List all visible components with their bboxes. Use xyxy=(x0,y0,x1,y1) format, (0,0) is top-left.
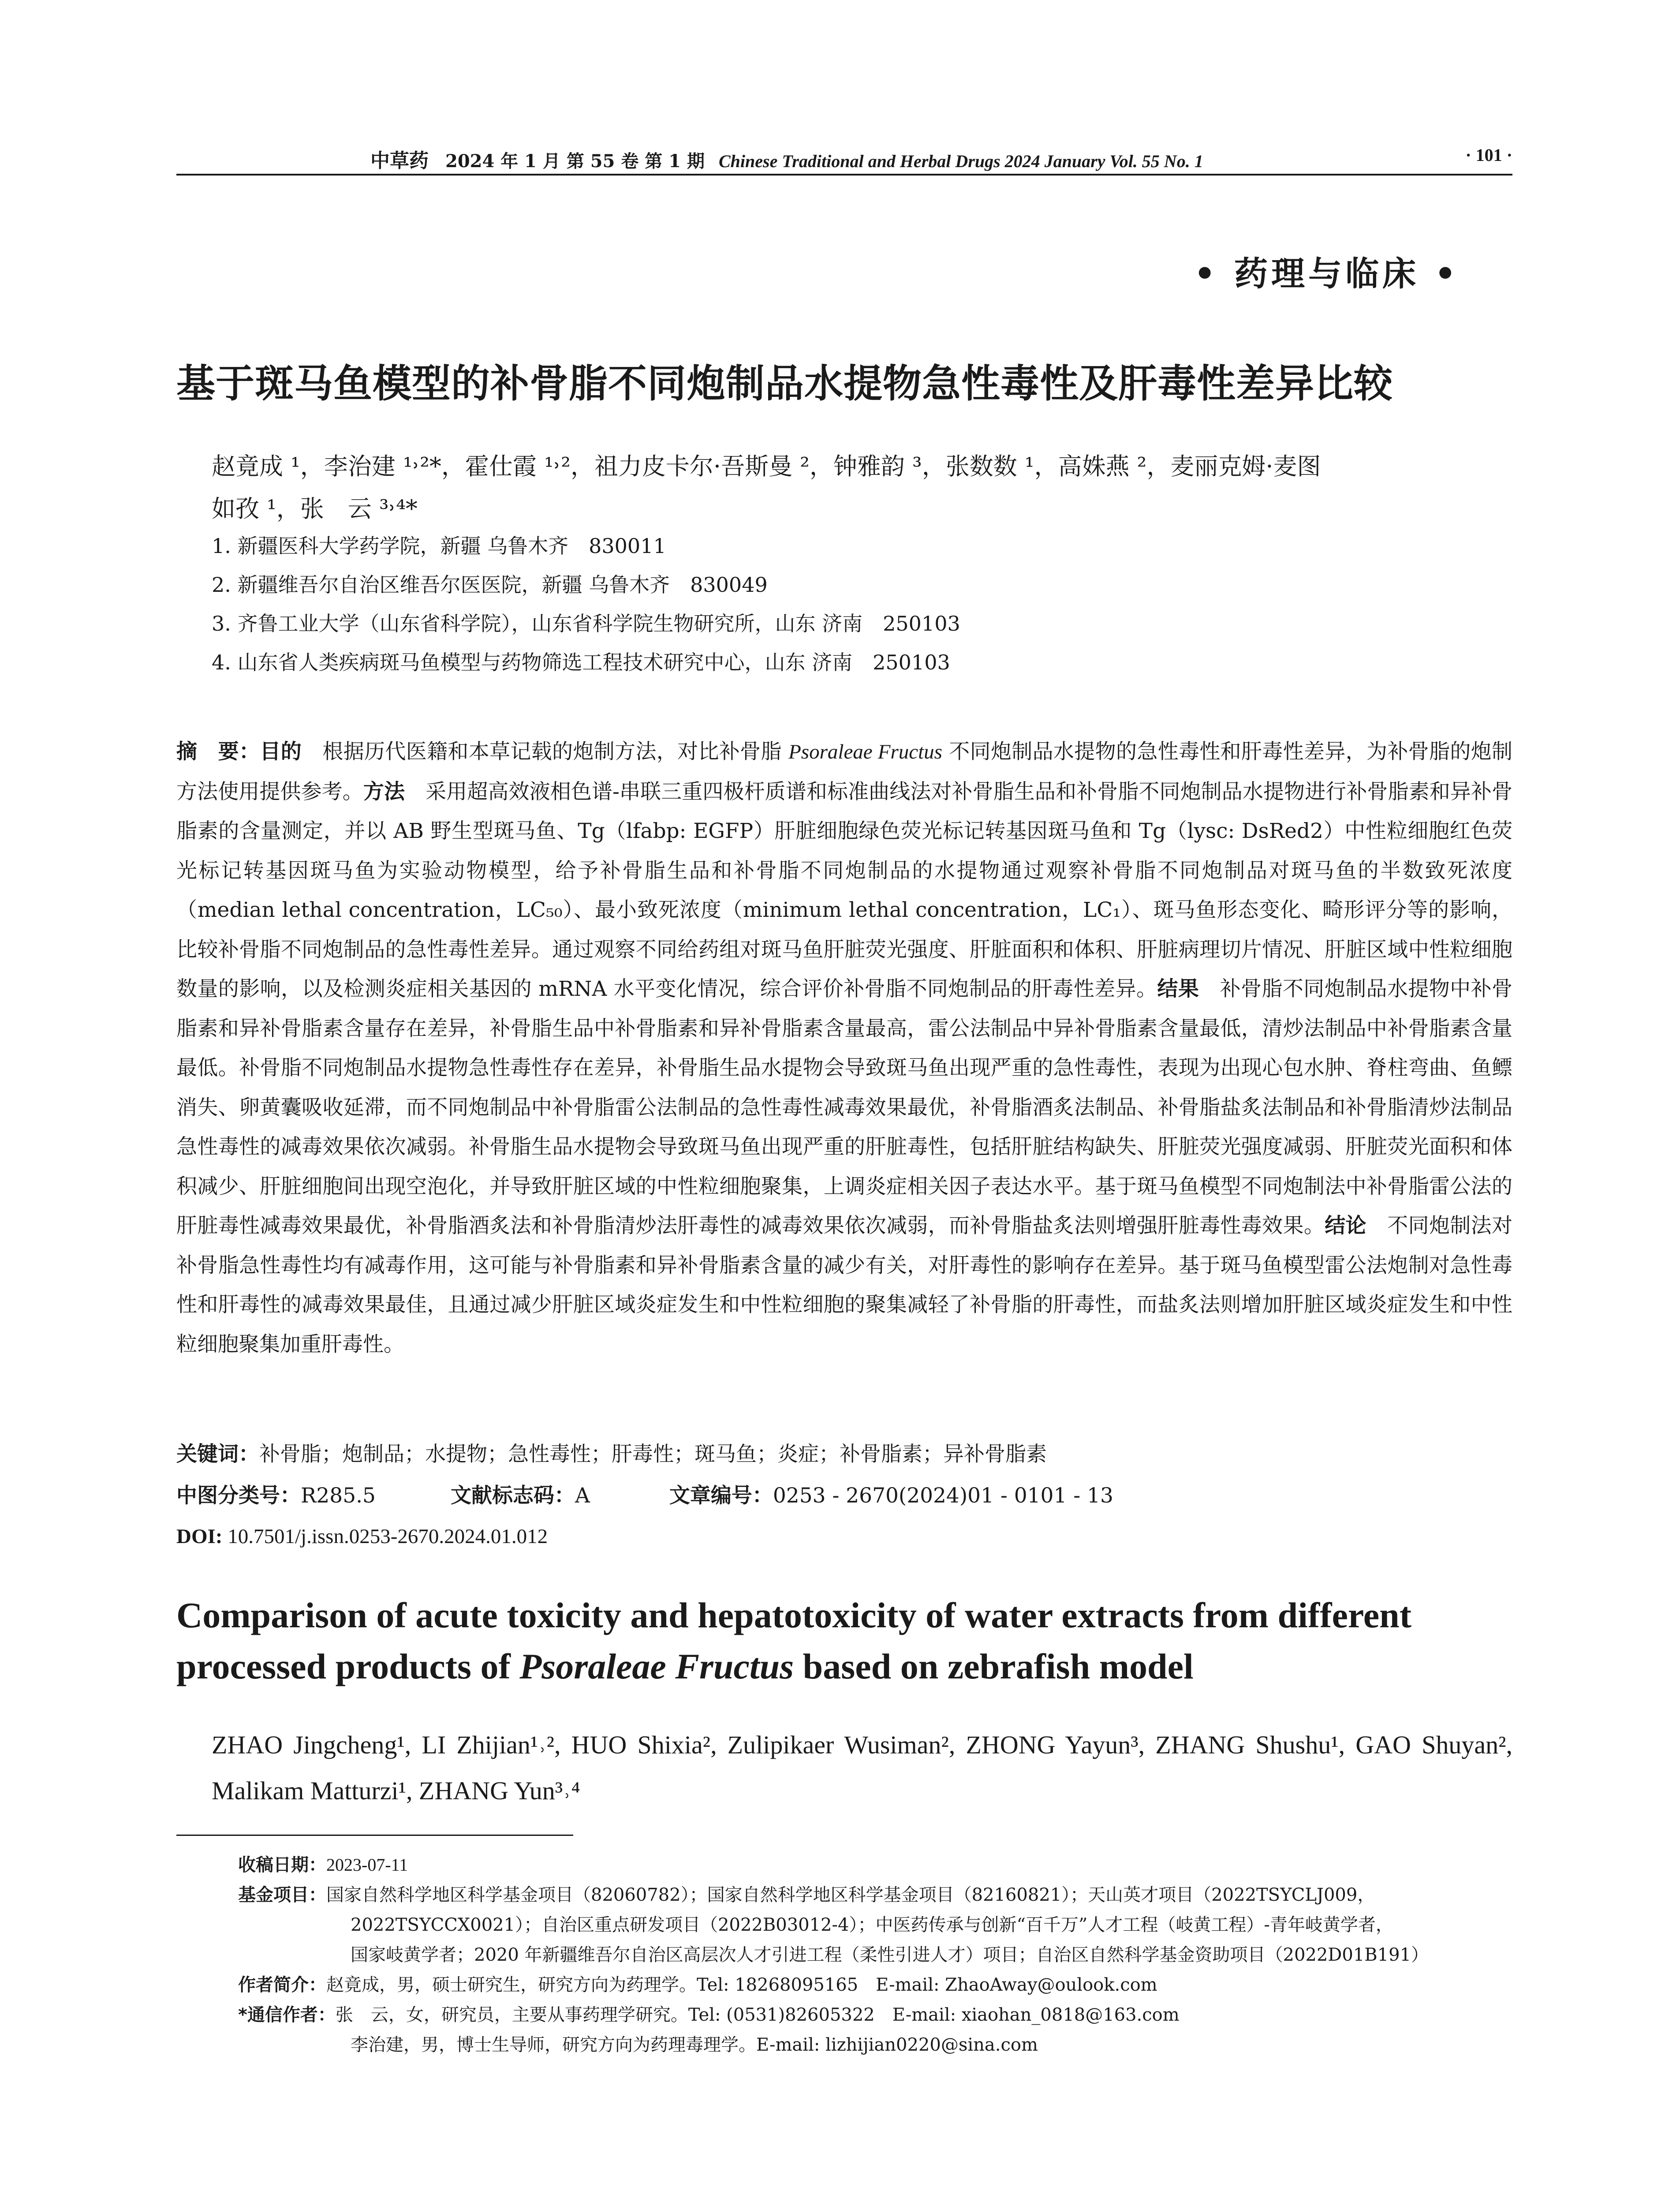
methods-label: 方法 xyxy=(363,779,405,804)
english-title-italic: Psoraleae Fructus xyxy=(519,1646,794,1686)
fund-line-2: 2022TSYCCX0021）；自治区重点研发项目（2022B03012-4）；中医药传承与创新“百千万”人才工程（岐黄工程）-青年岐黄学者， xyxy=(351,1915,1393,1935)
abstract-label: 摘 要： xyxy=(176,740,260,764)
abstract xyxy=(176,732,1512,1364)
corresponding-authors xyxy=(238,2000,1512,2060)
author-bio xyxy=(238,1970,1512,2000)
classification-line xyxy=(176,1483,1512,1509)
corr-label: *通信作者： xyxy=(238,2005,336,2025)
bio-text: 赵竟成，男，硕士研究生，研究方向为药理学。Tel: 18268095165 E-mail: ZhaoAway@oulook.com xyxy=(326,1975,1157,1995)
affiliation-4: 4. 山东省人类疾病斑马鱼模型与药物筛选工程技术研究中心，山东 济南 250103 xyxy=(212,650,950,674)
header-rule xyxy=(176,174,1512,176)
authors-line-2: 如孜 ¹，张 云 ³˒⁴* xyxy=(212,495,418,523)
fund-label: 基金项目： xyxy=(238,1885,326,1905)
fund-line-1: 国家自然科学地区科学基金项目（82060782）；国家自然科学地区科学基金项目（82160821）；天山英才项目（2022TSYCLJ009， xyxy=(326,1885,1375,1905)
article-no-label: 文章编号： xyxy=(669,1484,773,1508)
header-citation xyxy=(370,145,1203,173)
affiliation-1: 1. 新疆医科大学药学院，新疆 乌鲁木齐 830011 xyxy=(212,534,666,558)
footnote-rule xyxy=(176,1835,573,1836)
clc-value: R285.5 xyxy=(301,1484,376,1508)
doc-code-value: A xyxy=(575,1484,590,1508)
received-value: 2023-07-11 xyxy=(326,1855,408,1875)
methods-text: 采用超高效液相色谱-串联三重四极杆质谱和标准曲线法对补骨脂生品和补骨脂不同炮制品水提物进行补骨脂素和异补骨脂素的含量测定，并以 AB 野生型斑马鱼、Tg（lfabp: EGFP）肝脏细胞绿色荧光标记转基因斑马鱼和 Tg（lysc: DsRed2）中性粒细胞红色荧光标记转基因斑马鱼为实验动物模型，给予补骨脂生品和补骨脂不同炮制品的水提物通过观察补骨脂不同炮制品对斑马鱼的半数致死浓度（median lethal concentration，LC₅₀）、最小致死浓度（minimum lethal concentration，LC₁）、斑马鱼形态变化、畸形评分等的影响，比较补骨脂不同炮制品的急性毒性差异。通过观察不同给药组对斑马鱼肝脏荧光强度、肝脏面积和体积、肝脏病理切片情况、肝脏区域中性粒细胞数量的影响，以及检测炎症相关基因的 mRNA 水平变化情况，综合评价补骨脂不同炮制品的肝毒性差异。 xyxy=(176,779,1512,1001)
fund-line-3: 国家岐黄学者；2020 年新疆维吾尔自治区高层次人才引进工程（柔性引进人才）项目；自治区自然科学基金资助项目（2022D01B191） xyxy=(351,1945,1429,1965)
chinese-authors xyxy=(212,445,1512,530)
doi-line xyxy=(176,1523,1512,1550)
affiliation-3: 3. 齐鲁工业大学（山东省科学院），山东省科学院生物研究所，山东 济南 250103 xyxy=(212,612,960,635)
doc-code-label: 文献标志码： xyxy=(450,1484,575,1508)
english-title xyxy=(176,1590,1512,1692)
received-label: 收稿日期： xyxy=(238,1855,326,1875)
doi-value: 10.7501/j.issn.0253-2670.2024.01.012 xyxy=(228,1525,548,1548)
corr-line-1: 张 云，女，研究员，主要从事药理学研究。Tel: (0531)82605322 E-mail: xiaohan_0818@163.com xyxy=(335,2005,1180,2025)
corr-line-2: 李治建，男，博士生导师，研究方向为药理毒理学。E-mail: lizhijian0220@sina.com xyxy=(351,2035,1038,2055)
section-label: • 药理与临床 • xyxy=(1194,254,1460,293)
fund-info xyxy=(238,1880,1512,1970)
results-label: 结果 xyxy=(1157,977,1199,1001)
objective-label: 目的 xyxy=(260,740,302,764)
running-header xyxy=(176,140,1512,178)
received-date xyxy=(238,1850,1512,1880)
keywords xyxy=(176,1441,1512,1468)
conclusion-text: 不同炮制法对补骨脂急性毒性均有减毒作用，这可能与补骨脂素和异补骨脂素含量的减少有关，对肝毒性的影响存在差异。基于斑马鱼模型雷公法炮制对急性毒性和肝毒性的减毒效果最佳，且通过减少肝脏区域炎症发生和中性粒细胞的聚集减轻了补骨脂的肝毒性，而盐炙法则增加肝脏区域炎症发生和中性粒细胞聚集加重肝毒性。 xyxy=(176,1214,1513,1357)
page-number: · 101 · xyxy=(1465,145,1512,165)
english-title-part-2: based on zebrafish model xyxy=(794,1646,1194,1686)
keywords-text: 补骨脂；炮制品；水提物；急性毒性；肝毒性；斑马鱼；炎症；补骨脂素；异补骨脂素 xyxy=(259,1442,1047,1466)
conclusion-label: 结论 xyxy=(1325,1214,1366,1238)
latin-name: Psoraleae Fructus xyxy=(788,740,942,763)
chinese-title: 基于斑马鱼模型的补骨脂不同炮制品水提物急性毒性及肝毒性差异比较 xyxy=(176,361,1393,406)
affiliation-2: 2. 新疆维吾尔自治区维吾尔医医院，新疆 乌鲁木齐 830049 xyxy=(212,573,768,597)
english-title-part-1: Comparison of acute toxicity and hepatotoxicity of water extracts from different processed products of xyxy=(176,1595,1412,1686)
issue-cn: 2024 年 1 月 第 55 卷 第 1 期 xyxy=(445,151,705,172)
english-authors: ZHAO Jingcheng¹, LI Zhijian¹˒², HUO Shixia², Zulipikaer Wusiman², ZHONG Yayun³, ZHANG Shushu¹, GAO Shuyan², Malikam Matturzi¹, ZHANG Yun³˒⁴ xyxy=(212,1730,1512,1805)
keywords-label: 关键词： xyxy=(176,1442,259,1466)
issue-en: Chinese Traditional and Herbal Drugs 2024 January Vol. 55 No. 1 xyxy=(719,151,1203,171)
clc-label: 中图分类号： xyxy=(176,1484,301,1508)
doi-label: DOI: xyxy=(176,1525,223,1548)
objective-text: 根据历代医籍和本草记载的炮制方法，对比补骨脂 Psoraleae Fructus 不同炮制品水提物的急性毒性和肝毒性差异，为补骨脂的炮制方法使用提供参考。 xyxy=(176,740,1513,804)
results-text: 补骨脂不同炮制品水提物中补骨脂素和异补骨脂素含量存在差异，补骨脂生品中补骨脂素和异补骨脂素含量最高，雷公法制品中异补骨脂素含量最低，清炒法制品中补骨脂素含量最低。补骨脂不同炮制品水提物急性毒性存在差异，补骨脂生品水提物会导致斑马鱼出现严重的急性毒性，表现为出现心包水肿、脊柱弯曲、鱼鳔消失、卵黄囊吸收延滞，而不同炮制品中补骨脂雷公法制品的急性毒性减毒效果最优，补骨脂酒炙法制品、补骨脂盐炙法制品和补骨脂清炒法制品急性毒性的减毒效果依次减弱。补骨脂生品水提物会导致斑马鱼出现严重的肝脏毒性，包括肝脏结构缺失、肝脏荧光强度减弱、肝脏荧光面积和体积减少、肝脏细胞间出现空泡化，并导致肝脏区域的中性粒细胞聚集，上调炎症相关因子表达水平。基于斑马鱼模型不同炮制法中补骨脂雷公法的肝脏毒性减毒效果最优，补骨脂酒炙法和补骨脂清炒法肝毒性的减毒效果依次减弱，而补骨脂盐炙法则增强肝脏毒性毒效果。 xyxy=(176,977,1513,1238)
journal-name: 中草药 xyxy=(370,149,429,172)
bio-label: 作者简介： xyxy=(238,1975,326,1995)
authors-line-1: 赵竟成 ¹，李治建 ¹˒²*，霍仕霞 ¹˒²，祖力皮卡尔·吾斯曼 ²，钟雅韵 ³，张数数 ¹，高姝燕 ²，麦丽克姆·麦图 xyxy=(212,452,1321,480)
article-no-value: 0253 - 2670(2024)01 - 0101 - 13 xyxy=(773,1484,1113,1508)
